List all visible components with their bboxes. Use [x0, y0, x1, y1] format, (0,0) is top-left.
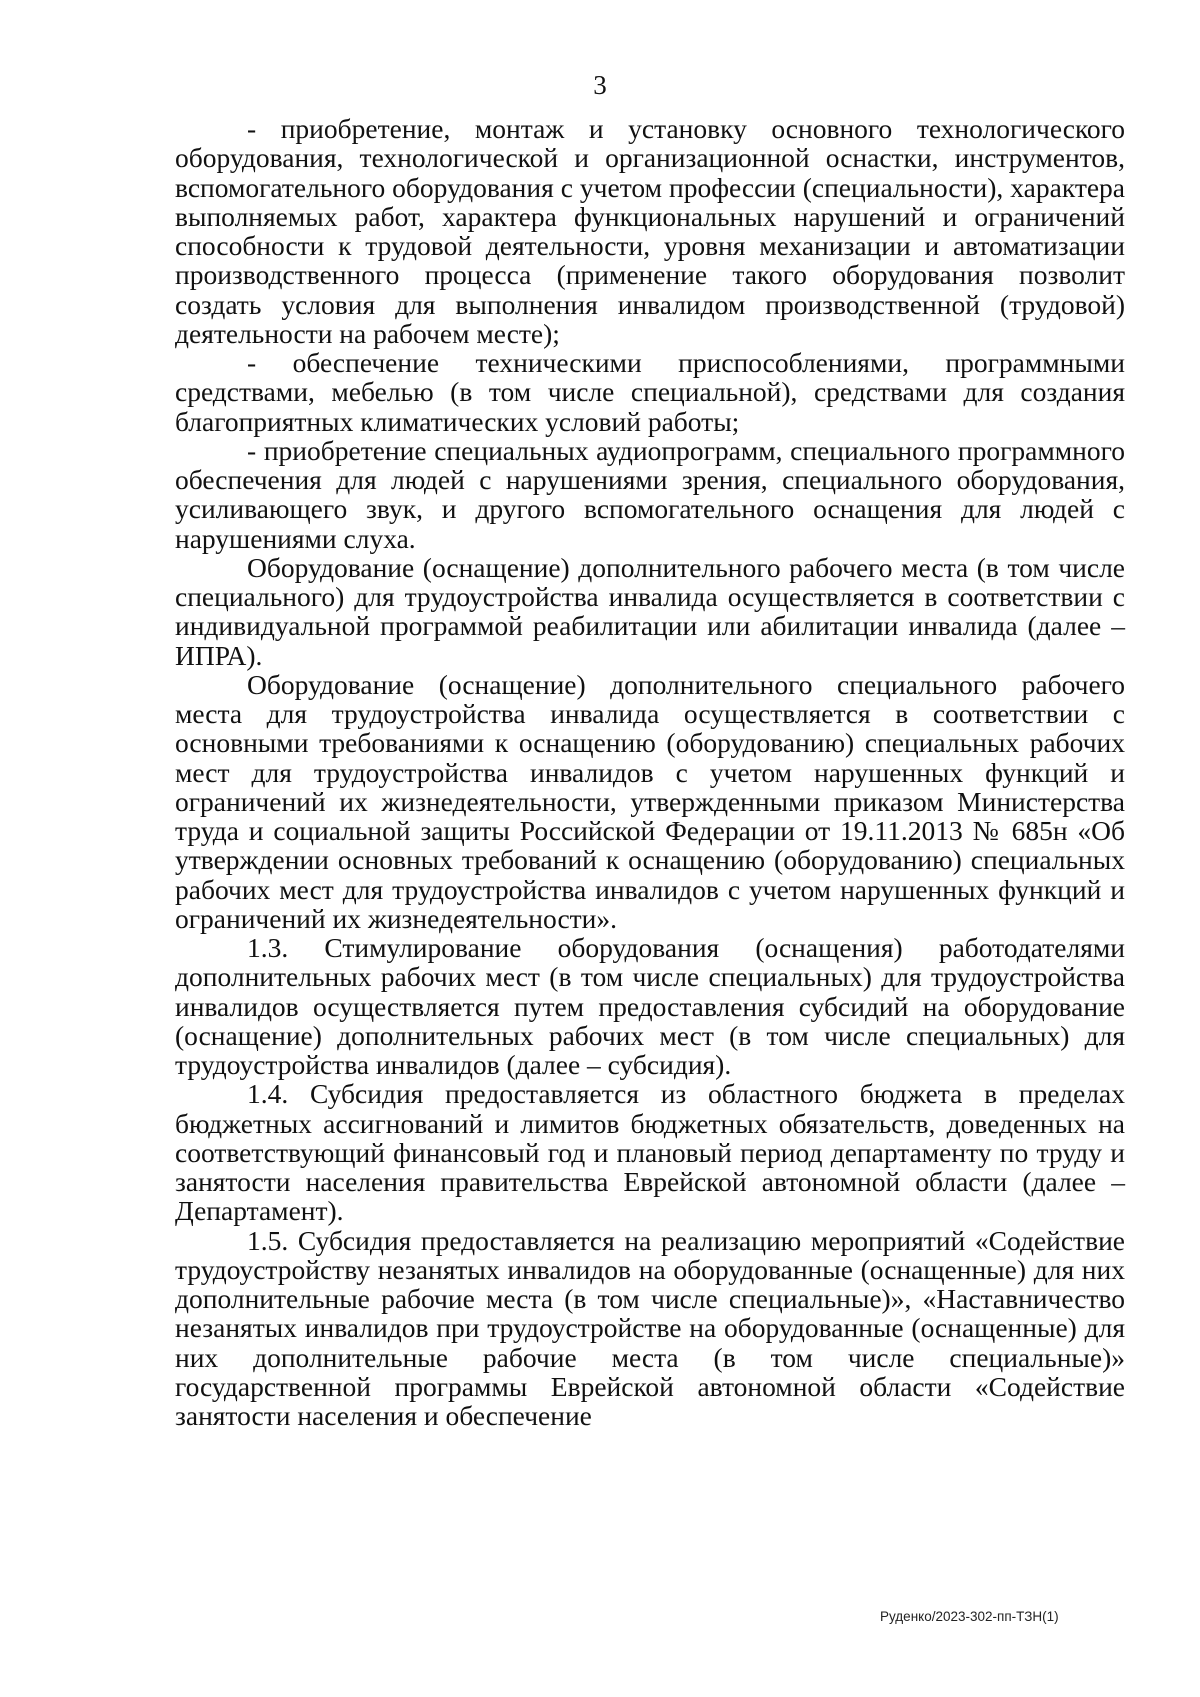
paragraph-ipra: Оборудование (оснащение) дополнительного рабочего места (в том числе специального) для трудоустройства инвалида осуществляется в соответствии с индивидуальной программой реабилитации или абилитации инвалида (далее – ИПРА). [175, 551, 1125, 671]
paragraph-1-5: 1.5. Субсидия предоставляется на реализацию мероприятий «Содействие трудоустройству незанятых инвалидов на оборудованные (оснащенные) для них дополнительные рабочие места (в том числе специальные)», «Наставничество незанятых инвалидов при трудоустройстве на оборудованные (оснащенные) для них дополнительные рабочие места (в том числе специальные)» государственной программы Еврейской автономной области «Содействие занятости населения и обеспечение [175, 1224, 1125, 1431]
document-reference-footer: Руденко/2023-302-пп-ТЗН(1) [880, 1609, 1059, 1624]
paragraph-requirements: Оборудование (оснащение) дополнительного специального рабочего места для трудоустройства инвалида осуществляется в соответствии с основными требованиями к оснащению (оборудованию) специальных рабочих мест для трудоустройства инвалидов с учетом нарушенных функций и ограничений их жизнедеятельности, утвержденными приказом Министерства труда и социальной защиты Российской Федерации от 19.11.2013 № 685н «Об утверждении основных требований к оснащению (оборудованию) специальных рабочих мест для трудоустройства инвалидов с учетом нарушенных функций и ограничений их жизнедеятельности». [175, 668, 1125, 934]
paragraph-1-4: 1.4. Субсидия предоставляется из областного бюджета в пределах бюджетных ассигнований и лимитов бюджетных обязательств, доведенных на соответствующий финансовый год и плановый период департаменту по труду и занятости населения правительства Еврейской автономной области (далее – Департамент). [175, 1078, 1125, 1227]
paragraph-audio-programs: - приобретение специальных аудиопрограмм, специального программного обеспечения для людей с нарушениями зрения, специального оборудования, усиливающего звук, и другого вспомогательного оснащения для людей с нарушениями слуха. [175, 434, 1125, 554]
paragraph-technical-devices: - обеспечение техническими приспособлениями, программными средствами, мебелью (в том числе специальной), средствами для создания благоприятных климатических условий работы; [175, 347, 1125, 437]
page-number: 3 [593, 70, 607, 100]
paragraph-equipment-installation: - приобретение, монтаж и установку основного технологического оборудования, технологической и организационной оснастки, инструментов, вспомогательного оборудования с учетом профессии (специальности), характера выполняемых работ, характера функциональных нарушений и ограничений способности к трудовой деятельности, уровня механизации и автоматизации производственного процесса (применение такого оборудования позволит создать условия для выполнения инвалидом производственной (трудовой) деятельности на рабочем месте); [175, 113, 1125, 349]
paragraph-1-3: 1.3. Стимулирование оборудования (оснащения) работодателями дополнительных рабочих мест (в том числе специальных) для трудоустройства инвалидов осуществляется путем предоставления субсидий на оборудование (оснащение) дополнительных рабочих мест (в том числе специальных) для трудоустройства инвалидов (далее – субсидия). [175, 932, 1125, 1080]
document-body [175, 114, 1125, 1430]
